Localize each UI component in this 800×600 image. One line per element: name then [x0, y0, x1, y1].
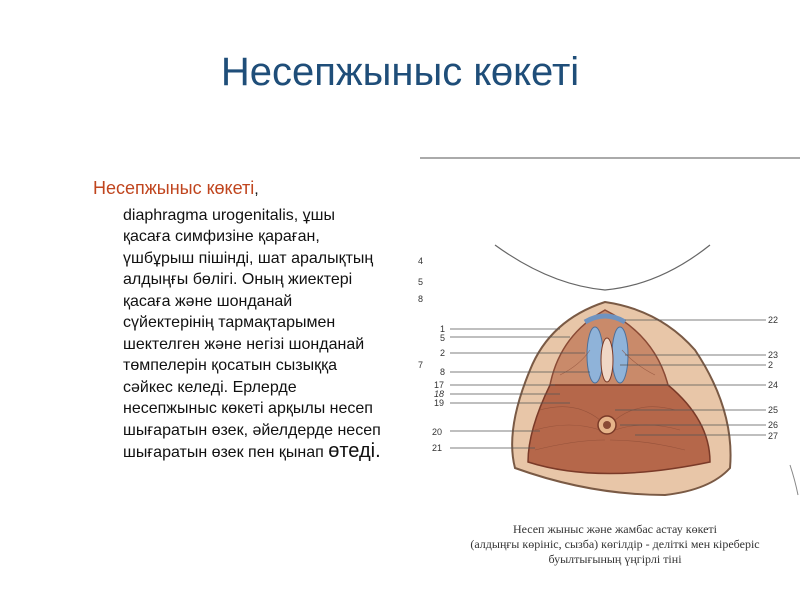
thigh-outline-upper: [495, 245, 710, 290]
term-comma: ,: [254, 181, 259, 198]
vaginal-opening: [601, 338, 613, 382]
caption-line: Несеп жыныс және жамбас астау көкеті: [512, 522, 718, 536]
pelvic-diaphragm: [528, 385, 710, 474]
label-left: 4: [418, 256, 424, 266]
anal-center: [603, 421, 611, 429]
description-body: [93, 205, 383, 464]
label-right: 26: [768, 420, 779, 430]
vestibular-bulb-left: [587, 327, 603, 383]
label-left: 7: [418, 360, 424, 370]
label-left: 5: [418, 277, 424, 287]
label-right: 27: [768, 431, 779, 441]
figure-caption: [445, 522, 785, 567]
label-left: 17: [434, 380, 445, 390]
term-highlight: Несепжыныс көкеті: [93, 178, 255, 198]
description-tail: өтеді.: [328, 440, 381, 462]
label-left: 5: [440, 333, 446, 343]
slide-title: Несепжыныс көкеті: [220, 50, 580, 94]
label-left: 1: [440, 324, 446, 334]
label-left: 8: [440, 367, 446, 377]
label-left: 8: [418, 294, 424, 304]
label-left: 2: [440, 348, 446, 358]
description-text: [93, 178, 383, 464]
label-left: 19: [434, 398, 445, 408]
label-left: 18: [434, 389, 445, 399]
caption-line: (алдыңғы көрініс, сызба) көгілдір - деліткі мен кіреберіс: [470, 537, 760, 551]
caption-line: буылтығының үңгірлі тіні: [548, 552, 682, 566]
label-right: 22: [768, 315, 779, 325]
label-right: 25: [768, 405, 779, 415]
description-body-text: diaphragma urogenitalis, ұшы қасаға симфизіне қараған, үшбұрыш пішінді, шат аралықтың алдыңғы бөлігі. Оның жиектері қасаға және шонданай сүйектерінің тармақтарымен шектелген және негізі шонданай төмпелерін қосатын сызыққа сәйкес келеді. Ерлерде несепжыныс көкеті арқылы несеп шығаратын өзек, әйелдерде несеп шығаратын өзек пен қынап: [123, 206, 381, 461]
label-right: 2: [768, 360, 774, 370]
label-left: 21: [432, 443, 443, 453]
anatomy-figure: [410, 150, 800, 570]
label-left: 20: [432, 427, 443, 437]
thigh-outline-right: [790, 465, 798, 495]
label-right: 24: [768, 380, 779, 390]
label-right: 23: [768, 350, 779, 360]
